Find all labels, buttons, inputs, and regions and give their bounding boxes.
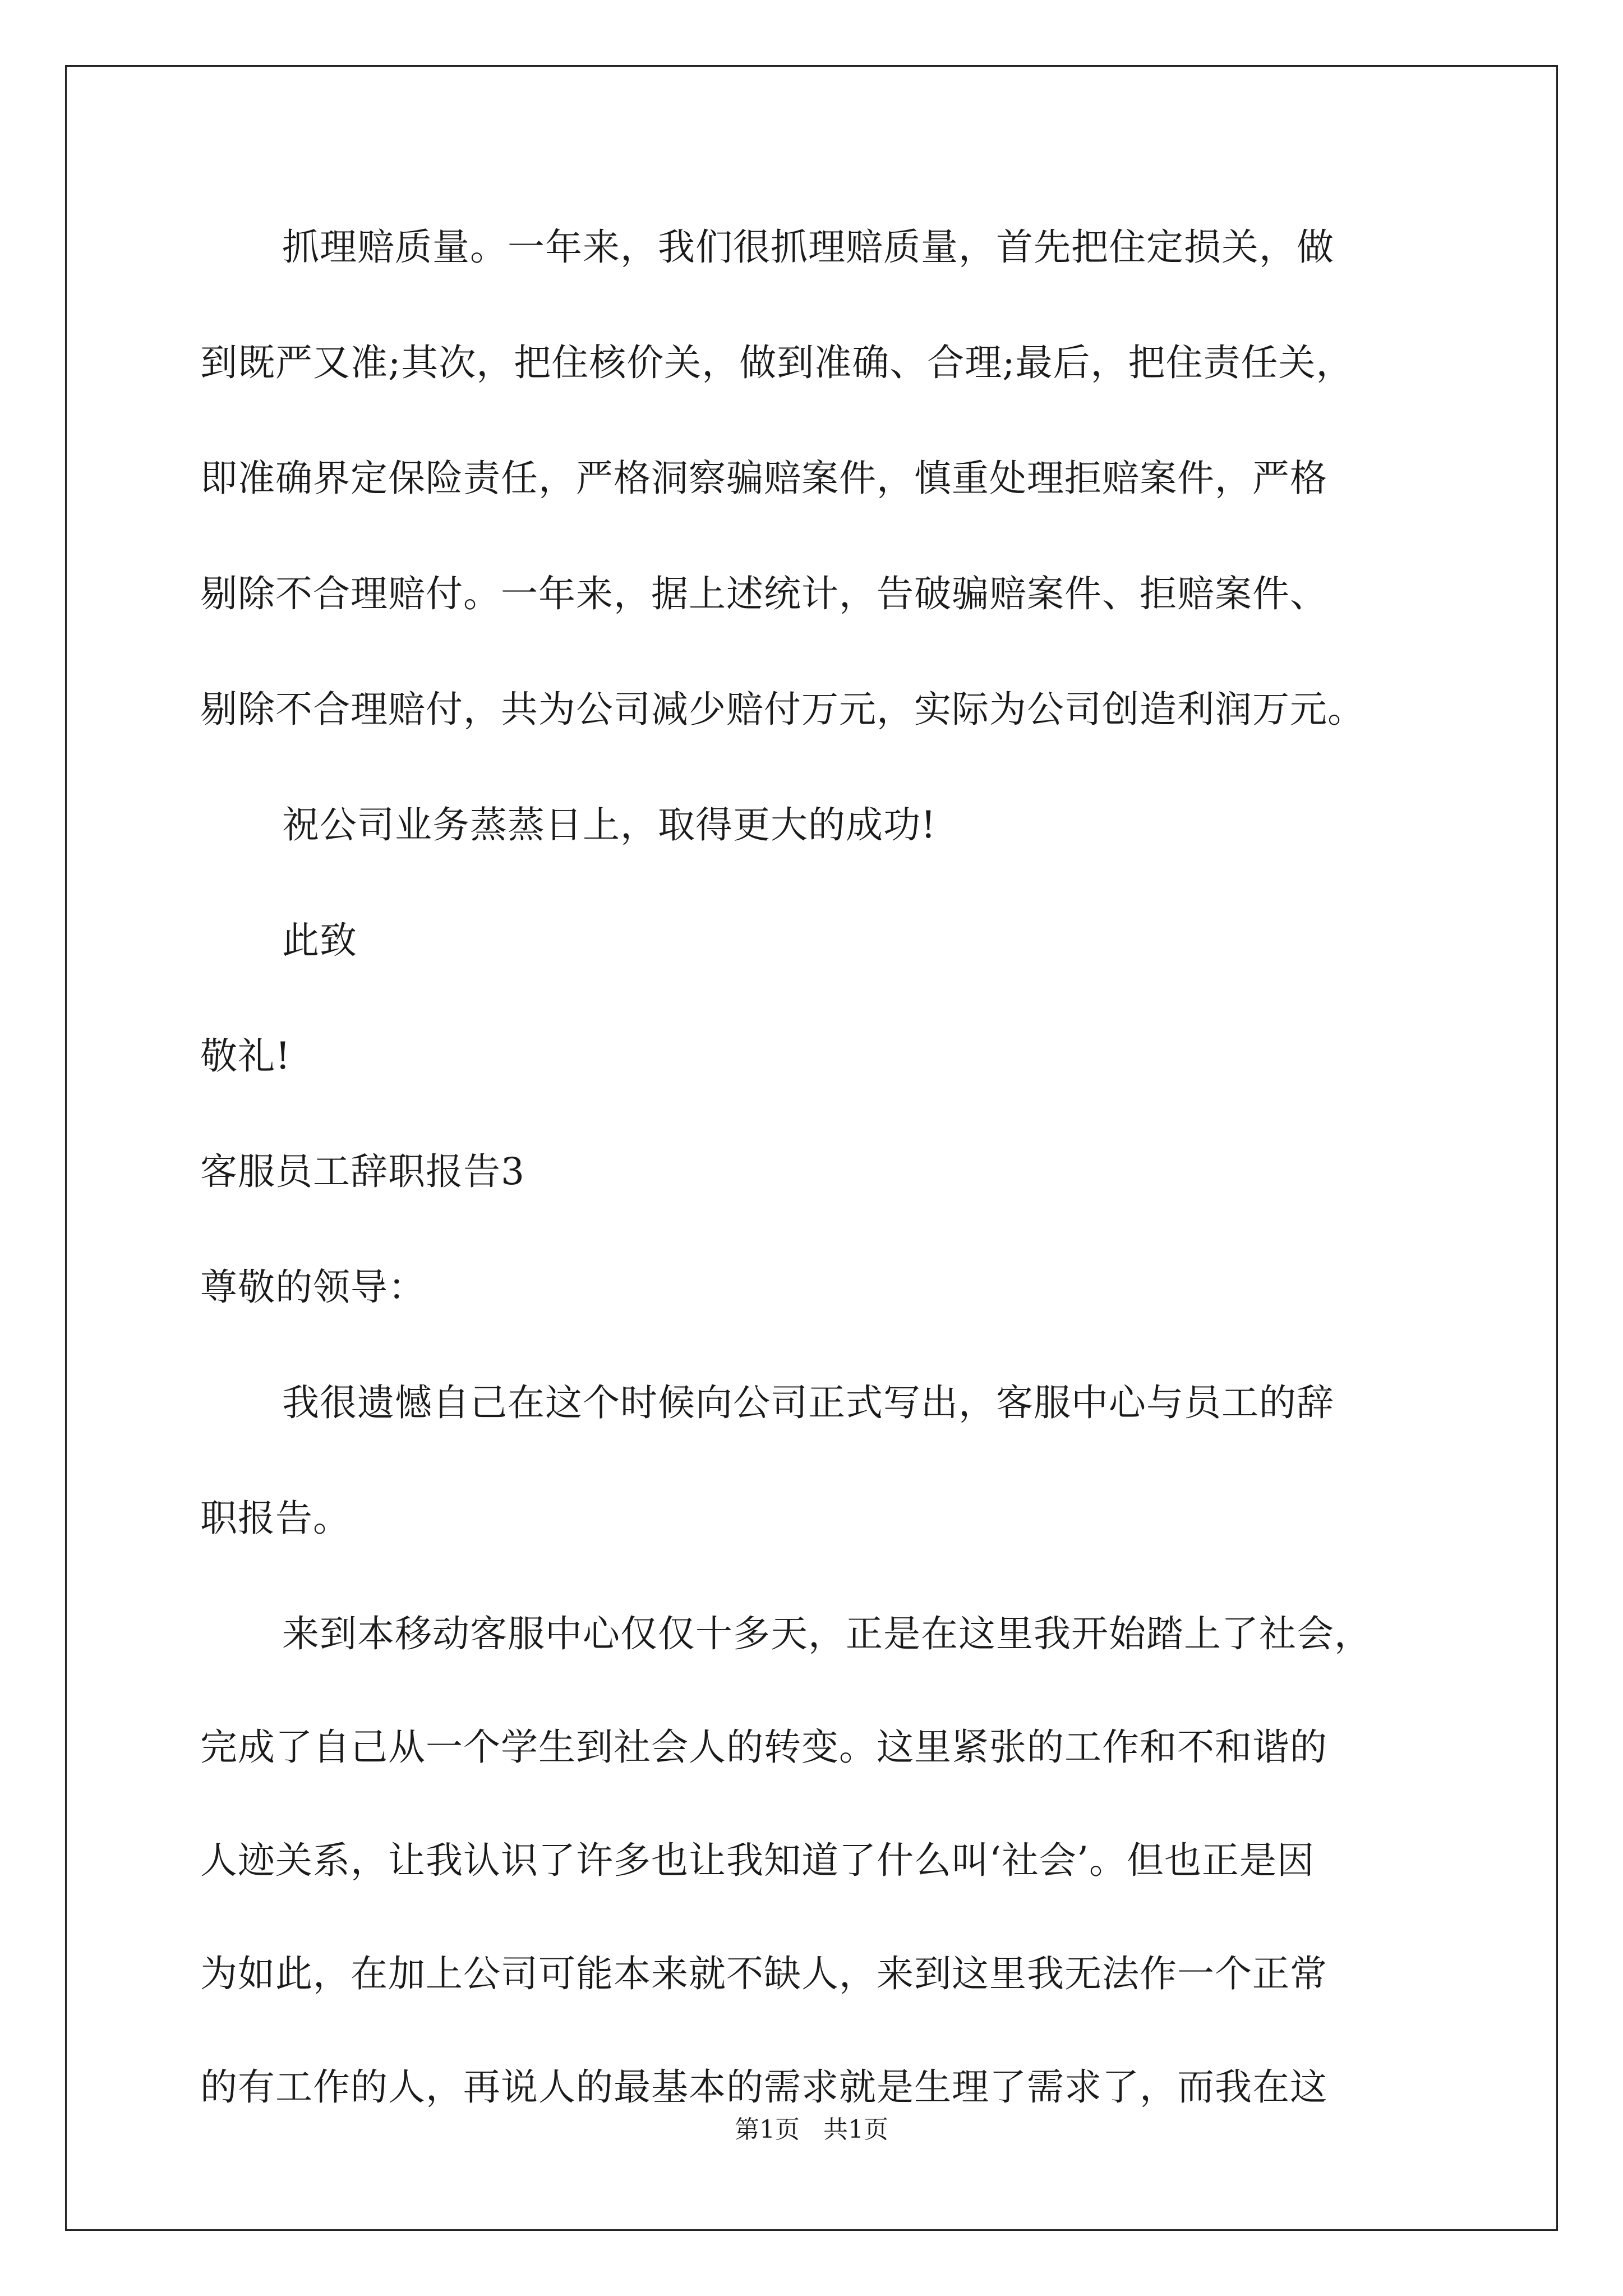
salutation-regards: 敬礼! [200,1034,291,1078]
paragraph-line: 即准确界定保险责任，严格洞察骗赔案件，慎重处理拒赔案件，严格 [200,457,1327,500]
paragraph-line: 来到本移动客服中心仅仅十多天，正是在这里我开始踏上了社会， [282,1612,1372,1655]
salutation-closing: 此致 [282,919,357,962]
paragraph-line: 到既严又准;其次，把住核价关，做到准确、合理;最后，把住责任关， [200,341,1354,384]
paragraph-line: 的有工作的人，再说人的最基本的需求就是生理了需求了，而我在这 [200,2065,1327,2109]
paragraph-line: 职报告。 [200,1497,351,1540]
paragraph-line: 抓理赔质量。一年来，我们很抓理赔质量，首先把住定损关，做 [282,226,1334,269]
document-body [200,217,1456,2170]
paragraph-line: 人迹关系，让我认识了许多也让我知道了什么叫‘社会’。但也正是因 [200,1839,1315,1882]
paragraph-line: 剔除不合理赔付。一年来，据上述统计，告破骗赔案件、拒赔案件、 [200,572,1327,615]
closing-wish: 祝公司业务蒸蒸日上，取得更大的成功! [282,803,937,846]
section-title: 客服员工辞职报告3 [200,1150,525,1193]
paragraph-line: 完成了自己从一个学生到社会人的转变。这里紧张的工作和不和谐的 [200,1726,1327,1769]
paragraph-line: 我很遗憾自己在这个时候向公司正式写出，客服中心与员工的辞 [282,1381,1334,1424]
page-number-footer: 第1页 共1页 [735,2115,888,2144]
greeting: 尊敬的领导： [200,1266,426,1309]
paragraph-line: 为如此，在加上公司可能本来就不缺人，来到这里我无法作一个正常 [200,1952,1327,1995]
paragraph-line: 剔除不合理赔付，共为公司减少赔付万元，实际为公司创造利润万元。 [200,688,1365,731]
